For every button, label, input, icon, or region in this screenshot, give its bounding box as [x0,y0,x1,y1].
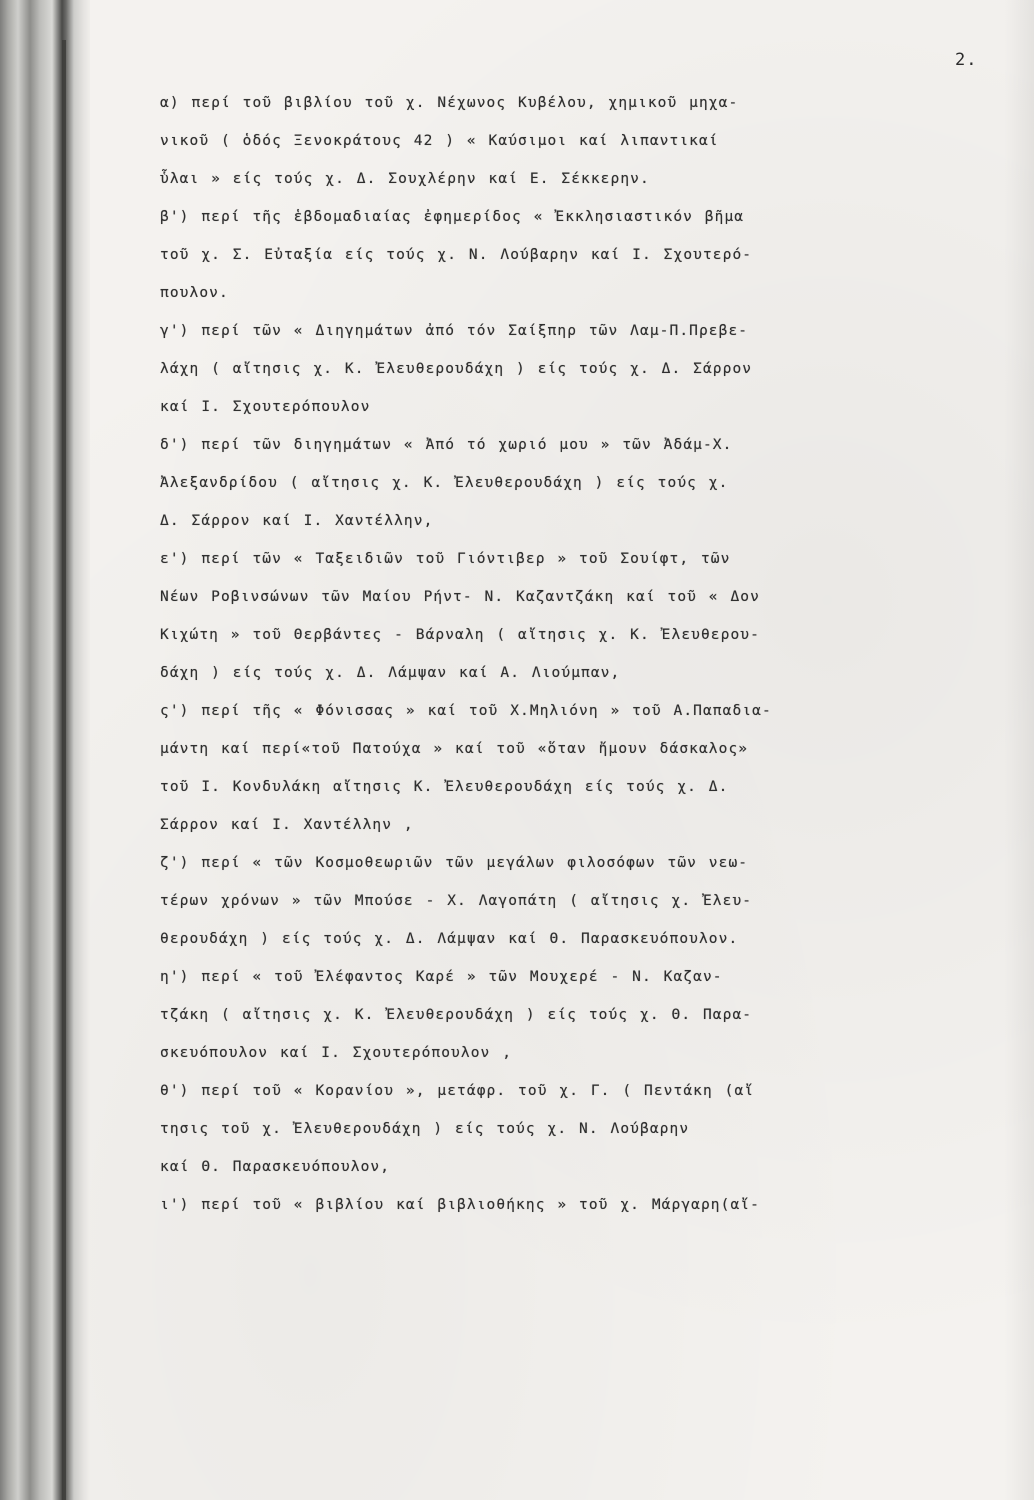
binding-line [62,40,66,1500]
text-line: Ἀλεξανδρίδου ( αἴτησις χ. Κ. Ἐλευθερουδάχη ) είς τούς χ. [160,475,729,491]
text-line: τέρων χρόνων » τῶν Μπούσε - Χ. Λαγοπάτη ( αἴτησις χ. Ἐλευ- [160,893,753,909]
binding-shadow [0,0,90,1500]
text-line: τοῦ Ι. Κονδυλάκη αἴτησις Κ. Ἐλευθερουδάχη είς τούς χ. Δ. [160,779,729,795]
text-line: Νέων Ροβινσώνων τῶν Μαίου Ρήντ- Ν. Καζαντζάκη καί τοῦ « Δον [160,589,760,605]
text-line: τζάκη ( αἴτησις χ. Κ. Ἐλευθερουδάχη ) είς τούς χ. Θ. Παρα- [160,1007,753,1023]
text-line: Σάρρον καί Ι. Χαντέλλην , [160,817,414,833]
text-line: η') περί « τοῦ Ἐλέφαντος Καρέ » τῶν Μουχερέ - Ν. Καζαν- [160,969,723,985]
text-line: δ') περί τῶν διηγημάτων « Ἀπό τό χωριό μου » τῶν Ἀδάμ-Χ. [160,437,733,453]
text-line: γ') περί τῶν « Διηγημάτων ἀπό τόν Σαίξπηρ τῶν Λαμ-Π.Πρεβε- [160,323,749,339]
text-line: Δ. Σάρρον καί Ι. Χαντέλλην, [160,513,434,529]
text-line: σκευόπουλον καί Ι. Σχουτερόπουλον , [160,1045,513,1061]
text-line: ς') περί τῆς « Φόνισσας » καί τοῦ Χ.Μηλιόνη » τοῦ Α.Παπαδια- [160,703,772,719]
text-line: καί Θ. Παρασκευόπουλον, [160,1159,391,1175]
text-line: λάχη ( αἴτησις χ. Κ. Ἐλευθερουδάχη ) είς τούς χ. Δ. Σάρρον [160,361,753,377]
text-line: ὗλαι » είς τούς χ. Δ. Σουχλέρην καί Ε. Σέκκερην. [160,171,650,187]
text-line: θ') περί τοῦ « Κορανίου », μετάφρ. τοῦ χ. Γ. ( Πεντάκη (αἴ [160,1083,755,1099]
text-line: τοῦ χ. Σ. Εὐταξία είς τούς χ. Ν. Λούβαρην καί Ι. Σχουτερό- [160,247,753,263]
text-line: πουλον. [160,285,229,301]
text-line: α) περί τοῦ βιβλίου τοῦ χ. Νέχωνος Κυβέλου, χημικοῦ μηχα- [160,95,739,111]
text-line: τησις τοῦ χ. Ἐλευθερουδάχη ) είς τούς χ. Ν. Λούβαρην [160,1121,690,1137]
text-line: β') περί τῆς ἑβδομαδιαίας ἐφημερίδος « Ἐκκλησιαστικόν βῆμα [160,209,745,225]
text-line: ι') περί τοῦ « βιβλίου καί βιβλιοθήκης » τοῦ χ. Μάργαρη(αἴ- [160,1197,760,1213]
text-line: θερουδάχη ) είς τούς χ. Δ. Λάμψαν καί Θ. Παρασκευόπουλον. [160,931,739,947]
text-line: Κιχώτη » τοῦ Θερβάντες - Βάρναλη ( αἴτησις χ. Κ. Ἐλευθερου- [160,627,760,643]
text-line: μάντη καί περί«τοῦ Πατούχα » καί τοῦ «ὅταν ἤμουν δάσκαλος» [160,741,749,757]
page-number: 2. [955,50,978,70]
text-line: ε') περί τῶν « Ταξειδιῶν τοῦ Γιόντιβερ » τοῦ Σουίφτ, τῶν [160,551,731,567]
text-line: ζ') περί « τῶν Κοσμοθεωριῶν τῶν μεγάλων φιλοσόφων τῶν νεω- [160,855,749,871]
typewritten-text-body [160,84,1030,1224]
text-line: δάχη ) είς τούς χ. Δ. Λάμψαν καί Α. Λιούμπαν, [160,665,621,681]
text-line: νικοῦ ( ὁδός Ξενοκράτους 42 ) « Καύσιμοι καί λιπαντικαί [160,133,719,149]
text-line: καί Ι. Σχουτερόπουλον [160,399,371,415]
